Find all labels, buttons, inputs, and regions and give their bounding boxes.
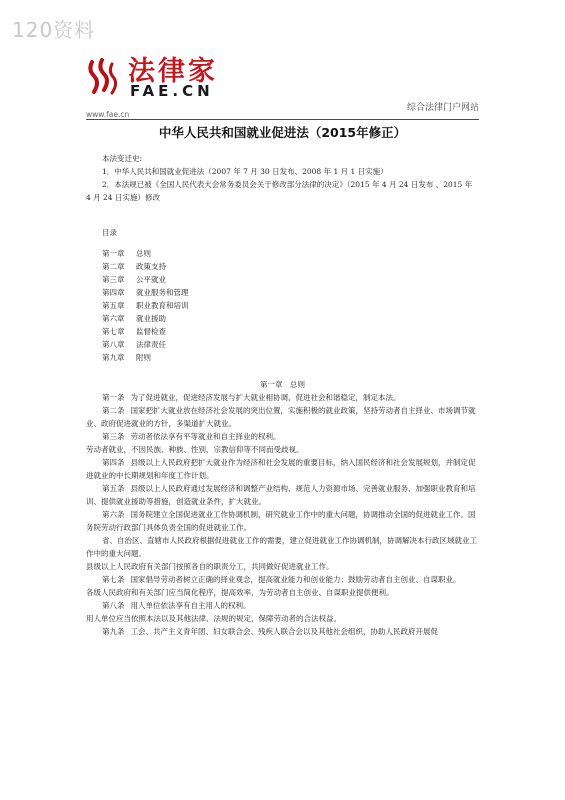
history-item: 1．中华人民共和国就业促进法（2007 年 7 月 30 日发布、2008 年 1 月 1 日实施） [102, 167, 388, 176]
brand-name-en: FAE.CN [130, 82, 214, 100]
header-divider [86, 119, 479, 120]
document-body [86, 152, 479, 638]
article: 第一条 为了促进就业，促进经济发展与扩大就业相协调，促进社会和谐稳定，制定本法。 [102, 393, 401, 402]
article: 第三条 劳动者依法享有平等就业和自主择业的权利。 [102, 432, 281, 441]
article: 第七条 国家倡导劳动者树立正确的择业观念，提高就业能力和创业能力；鼓励劳动者自主创业、自谋职业。 [102, 575, 461, 584]
article-paragraph: 劳动者就业，不因民族、种族、性别、宗教信仰等不同而受歧视。 [86, 445, 304, 454]
history-label: 本法变迁史: [102, 154, 143, 163]
article-paragraph: 各级人民政府和有关部门应当简化程序，提高效率，为劳动者自主创业、自谋职业提供便利。 [86, 588, 394, 597]
toc-item[interactable]: 第一章 总则 [102, 249, 151, 258]
article: 第八条 用人单位依法享有自主用人的权利。 [102, 601, 251, 610]
toc-item[interactable]: 第九章 附则 [102, 353, 151, 362]
article: 第六条 国务院建立全国促进就业工作协调机制，研究就业工作中的重大问题，协调推动全国的促进就业工作。国务院劳动行政部门具体负责全国的促进就业工作。 [86, 510, 476, 532]
article: 第五条 县级以上人民政府通过发展经济和调整产业结构、规范人力资源市场、完善就业服务、加强职业教育和培训、提供就业援助等措施，创造就业条件，扩大就业。 [86, 484, 476, 506]
article: 第四条 县级以上人民政府把扩大就业作为经济和社会发展的重要目标，纳入国民经济和社会发展规划，并制定促进就业的中长期规划和年度工作计划。 [86, 458, 476, 480]
portal-tagline: 综合法律门户网站 [406, 103, 479, 113]
chapter-heading: 第一章 总则 [260, 380, 305, 389]
toc-item[interactable]: 第七章 监督检查 [102, 327, 166, 336]
article: 第九条 工会、共产主义青年团、妇女联合会、残疾人联合会以及其他社会组织，协助人民政府开展促 [102, 627, 438, 636]
site-url[interactable]: www.fae.cn [86, 110, 130, 119]
toc-label: 目录 [102, 228, 117, 237]
document-title: 中华人民共和国就业促进法（2015年修正） [158, 125, 407, 140]
article-paragraph: 省、自治区、直辖市人民政府根据促进就业工作的需要，建立促进就业工作协调机制，协调解决本行政区域就业工作中的重大问题。 [86, 536, 477, 558]
toc-item[interactable]: 第二章 政策支持 [102, 262, 166, 271]
toc-item[interactable]: 第四章 就业服务和管理 [102, 288, 189, 297]
article-paragraph: 用人单位应当依照本法以及其他法律、法规的规定，保障劳动者的合法权益。 [86, 614, 341, 623]
watermark: 120资料 [12, 18, 96, 42]
brand-name-cn: 法律家 [128, 56, 218, 87]
toc-item[interactable]: 第八章 法律责任 [102, 340, 166, 349]
toc-item[interactable]: 第六章 就业援助 [102, 314, 166, 323]
brand-logo-icon [86, 56, 120, 96]
toc-item[interactable]: 第三章 公平就业 [102, 275, 166, 284]
article-paragraph: 县级以上人民政府有关部门按照各自的职责分工，共同做好促进就业工作。 [86, 562, 334, 571]
table-of-contents [86, 247, 479, 364]
toc-item[interactable]: 第五章 职业教育和培训 [102, 301, 189, 310]
history-item: 2．本法规已被《全国人民代表大会常务委员会关于修改部分法律的决定》（2015 年 4 月 24 日发布 、2015 年 4 月 24 日实施）修改 [86, 180, 473, 202]
article: 第二条 国家把扩大就业放在经济社会发展的突出位置，实施积极的就业政策，坚持劳动者自主择业、市场调节就业、政府促进就业的方针，多渠道扩大就业。 [86, 406, 476, 428]
